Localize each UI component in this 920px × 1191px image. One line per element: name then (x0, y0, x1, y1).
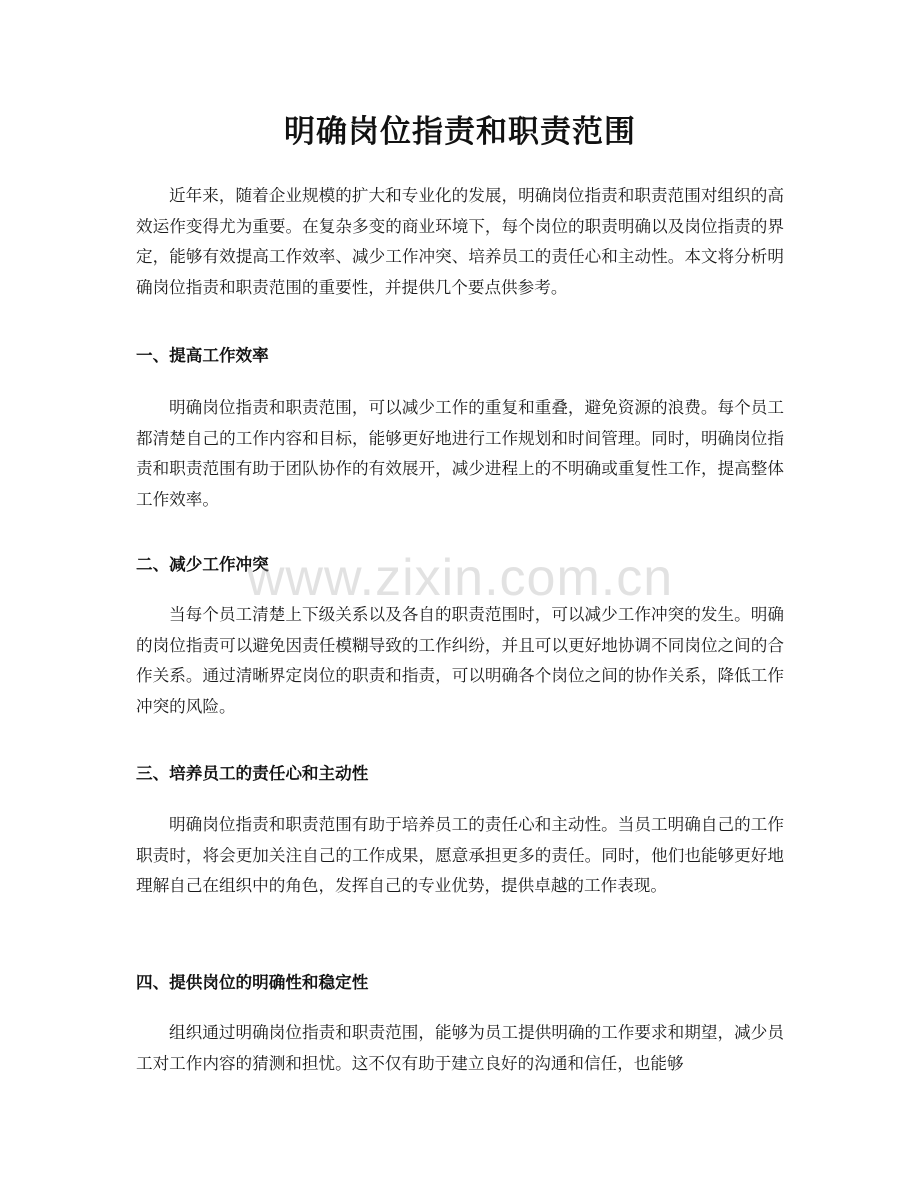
intro-paragraph: 近年来，随着企业规模的扩大和专业化的发展，明确岗位指责和职责范围对组织的高效运作变得尤为重要。在复杂多变的商业环境下，每个岗位的职责明确以及岗位指责的界定，能够有效提高工作效率、减少工作冲突、培养员工的责任心和主动性。本文将分析明确岗位指责和职责范围的重要性，并提供几个要点供参考。 (136, 186, 784, 297)
section-body-4: 组织通过明确岗位指责和职责范围，能够为员工提供明确的工作要求和期望，减少员工对工作内容的猜测和担忧。这不仅有助于建立良好的沟通和信任，也能够 (136, 1023, 784, 1073)
section-body-3: 明确岗位指责和职责范围有助于培养员工的责任心和主动性。当员工明确自己的工作职责时，将会更加关注自己的工作成果，愿意承担更多的责任。同时，他们也能够更好地理解自己在组织中的角色，发挥自己的专业优势，提供卓越的工作表现。 (136, 815, 784, 895)
section-body-2: 当每个员工清楚上下级关系以及各自的职责范围时，可以减少工作冲突的发生。明确的岗位指责可以避免因责任模糊导致的工作纠纷，并且可以更好地协调不同岗位之间的合作关系。通过清晰界定岗位的职责和指责，可以明确各个岗位之间的协作关系，降低工作冲突的风险。 (136, 605, 784, 716)
section-heading-1: 一、提高工作效率 (136, 346, 269, 365)
section-heading-3: 三、培养员工的责任心和主动性 (136, 764, 369, 783)
watermark: www.zixin.com.cn (246, 549, 674, 607)
section-heading-4: 四、提供岗位的明确性和稳定性 (136, 973, 369, 992)
section-body-1: 明确岗位指责和职责范围，可以减少工作的重复和重叠，避免资源的浪费。每个员工都清楚自己的工作内容和目标，能够更好地进行工作规划和时间管理。同时，明确岗位指责和职责范围有助于团队协作的有效展开，减少进程上的不明确或重复性工作，提高整体工作效率。 (136, 398, 784, 509)
document-title: 明确岗位指责和职责范围 (284, 114, 636, 150)
section-heading-2: 二、减少工作冲突 (136, 555, 269, 574)
